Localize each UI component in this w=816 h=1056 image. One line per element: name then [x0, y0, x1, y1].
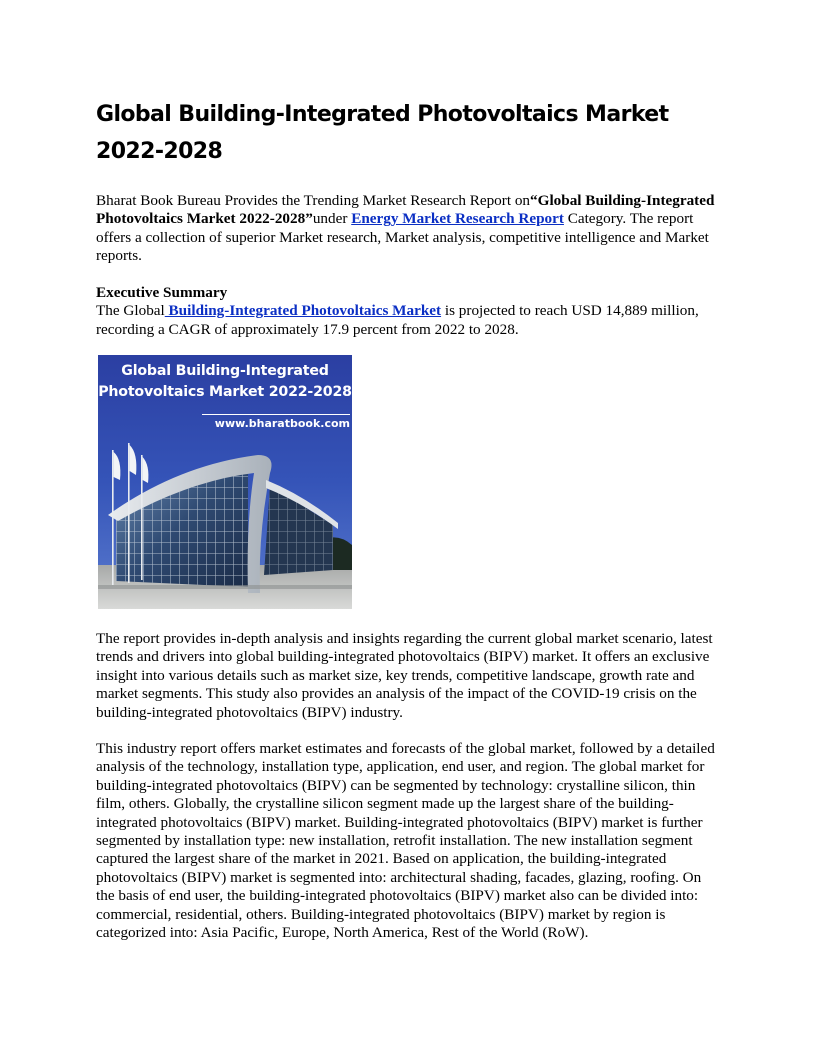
- intro-prefix: Bharat Book Bureau Provides the Trending Market Research Report on: [96, 192, 531, 209]
- executive-summary-heading: Executive Summary: [96, 284, 228, 301]
- cover-title: Global Building-Integrated Photovoltaics Market 2022-2028: [98, 363, 352, 400]
- bipv-market-link[interactable]: Building-Integrated Photovoltaics Market: [164, 302, 442, 320]
- analysis-paragraph: The report provides in-depth analysis and insights regarding the current global market scenario, latest trends and drivers into global building-integrated photovoltaics (BIPV) market. It offers an exclusive insight into various details such as market size, key trends, competitive landscape, growth rate and market segments. This study also provides an analysis of the impact of the COVID-19 crisis on the building-integrated photovoltaics (BIPV) industry.: [96, 630, 713, 721]
- executive-summary-prefix: The Global: [96, 302, 165, 320]
- document-title: Global Building-Integrated Photovoltaics Market 2022-2028: [96, 102, 669, 164]
- report-name: “Global Building-Integrated Photovoltaics Market 2022-2028”: [96, 192, 715, 228]
- energy-market-research-report-link[interactable]: Energy Market Research Report: [351, 210, 564, 228]
- executive-summary: [96, 284, 721, 339]
- segmentation-paragraph: This industry report offers market estimates and forecasts of the global market, followed by a detailed analysis of the technology, installation type, application, end user, and region. The global market for building-integrated photovoltaics (BIPV) can be segmented by technology: crystalline silicon, thin film, others. Globally, the crystalline silicon segment made up the largest share of the building-integrated photovoltaics (BIPV) market. Building-integrated photovoltaics (BIPV) market is further segmented by installation type: new installation, retrofit installation. The new installation segment captured the largest share of the market in 2021. Based on application, the building-integrated photovoltaics (BIPV) market is segmented into: architectural shading, facades, glazing, roofing. On the basis of end user, the building-integrated photovoltaics (BIPV) market also can be divided into: commercial, residential, others. Building-integrated photovoltaics (BIPV) market by region is categorized into: Asia Pacific, Europe, North America, Rest of the World (RoW).: [96, 740, 715, 942]
- intro-under: under: [312, 210, 352, 228]
- cover-divider: [202, 414, 350, 415]
- executive-summary-suffix: is projected to reach USD 14,889 million, recording a CAGR of approximately 17.9 percent from 2022 to 2028.: [96, 302, 699, 338]
- cover-url: www.bharatbook.com: [214, 417, 350, 430]
- intro-paragraph: [96, 192, 721, 266]
- intro-suffix: Category. The report offers a collection of superior Market research, Market analysis, competitive intelligence and Market reports.: [96, 210, 709, 265]
- report-cover-image: [98, 355, 352, 609]
